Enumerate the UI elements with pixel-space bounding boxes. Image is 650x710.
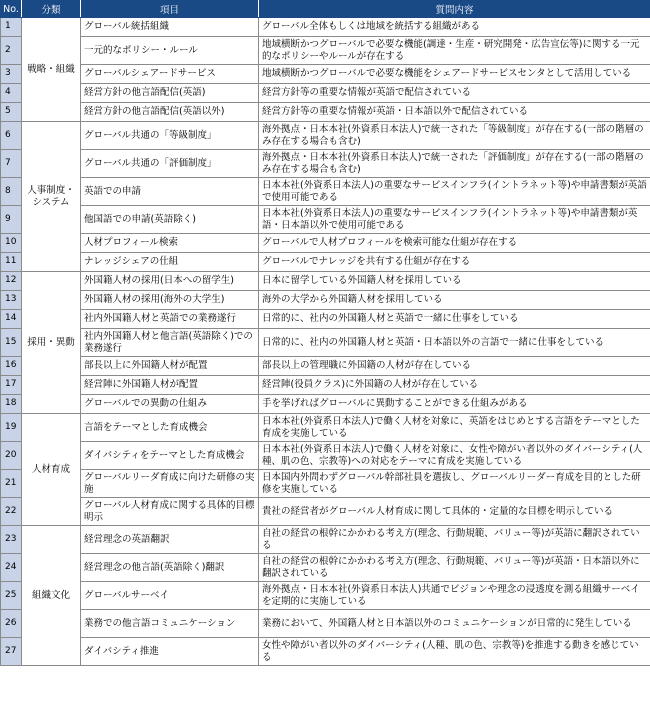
item-cell: 経営理念の他言語(英語除く)翻訳: [81, 554, 259, 582]
table-row: [1, 18, 650, 37]
row-number: 11: [1, 253, 22, 272]
question-content-cell: 日本本社(外資系日本法人)の重要なサービスインフラ(イントラネット等)や申請書類が英語・日本語以外で使用可能である: [259, 206, 650, 234]
table-row: [1, 272, 650, 291]
category-cell: 戦略・組織: [22, 18, 81, 122]
item-cell: 社内外国籍人材と他言語(英語除く)での業務遂行: [81, 329, 259, 357]
question-content-cell: 日本本社(外資系日本法人)の重要なサービスインフラ(イントラネット等)や申請書類が英語で使用可能である: [259, 178, 650, 206]
table-row: [1, 357, 650, 376]
row-number: 17: [1, 376, 22, 395]
header-row: [1, 1, 650, 18]
row-number: 22: [1, 498, 22, 526]
table-row: [1, 178, 650, 206]
question-content-cell: 部長以上の管理職に外国籍の人材が存在している: [259, 357, 650, 376]
question-content-cell: 海外拠点・日本本社(外資系日本法人)で統一された「評価制度」が存在する(一部の階層のみ存在する場合も含む): [259, 150, 650, 178]
item-cell: 部長以上に外国籍人材が配置: [81, 357, 259, 376]
header-category: 分類: [22, 1, 81, 18]
question-content-cell: グローバルでナレッジを共有する仕組が存在する: [259, 253, 650, 272]
question-content-cell: 日常的に、社内の外国籍人材と英語で一緒に仕事をしている: [259, 310, 650, 329]
table-row: [1, 414, 650, 442]
question-content-cell: 貴社の経営者がグローバル人材育成に関して具体的・定量的な目標を明示している: [259, 498, 650, 526]
question-content-cell: 女性や障がい者以外のダイバーシティ(人種、肌の色、宗教等)を推進する動きを感じている: [259, 638, 650, 666]
header-content: 質問内容: [259, 1, 650, 18]
row-number: 24: [1, 554, 22, 582]
table-row: [1, 206, 650, 234]
row-number: 12: [1, 272, 22, 291]
header-item: 項目: [81, 1, 259, 18]
item-cell: ダイバシティ推進: [81, 638, 259, 666]
table-row: [1, 150, 650, 178]
table-row: [1, 122, 650, 150]
row-number: 20: [1, 442, 22, 470]
table-row: [1, 395, 650, 414]
row-number: 14: [1, 310, 22, 329]
category-cell: 組織文化: [22, 526, 81, 666]
item-cell: 英語での申請: [81, 178, 259, 206]
table-row: [1, 610, 650, 638]
row-number: 9: [1, 206, 22, 234]
question-content-cell: 日本本社(外資系日本法人)で働く人材を対象に、英語をはじめとする言語をテーマとした育成を実施している: [259, 414, 650, 442]
item-cell: 社内外国籍人材と英語での業務遂行: [81, 310, 259, 329]
row-number: 16: [1, 357, 22, 376]
row-number: 2: [1, 37, 22, 65]
item-cell: 外国籍人材の採用(海外の大学生): [81, 291, 259, 310]
item-cell: 他国語での申請(英語除く): [81, 206, 259, 234]
table-row: [1, 554, 650, 582]
question-content-cell: 自社の経営の根幹にかかわる考え方(理念、行動規範、バリュー等)が英語に翻訳されている: [259, 526, 650, 554]
item-cell: グローバル統括組織: [81, 18, 259, 37]
row-number: 8: [1, 178, 22, 206]
row-number: 26: [1, 610, 22, 638]
item-cell: グローバル共通の「等級制度」: [81, 122, 259, 150]
item-cell: ナレッジシェアの仕組: [81, 253, 259, 272]
item-cell: 経営理念の英語翻訳: [81, 526, 259, 554]
table-row: [1, 234, 650, 253]
item-cell: 経営陣に外国籍人材が配置: [81, 376, 259, 395]
category-cell: 人事制度・システム: [22, 122, 81, 272]
question-content-cell: 日本国内外問わずグローバル幹部社員を選抜し、グローバルリーダー育成を目的とした研修を実施している: [259, 470, 650, 498]
row-number: 15: [1, 329, 22, 357]
table-row: [1, 376, 650, 395]
table-row: [1, 253, 650, 272]
row-number: 18: [1, 395, 22, 414]
question-content-cell: 海外拠点・日本本社(外資系日本法人)共通でビジョンや理念の浸透度を測る組織サーベイを定期的に実施している: [259, 582, 650, 610]
item-cell: 人材プロフィール検索: [81, 234, 259, 253]
row-number: 4: [1, 84, 22, 103]
category-cell: 採用・異動: [22, 272, 81, 414]
row-number: 5: [1, 103, 22, 122]
row-number: 3: [1, 65, 22, 84]
item-cell: グローバルリーダ育成に向けた研修の実施: [81, 470, 259, 498]
row-number: 1: [1, 18, 22, 37]
header-no: No.: [1, 1, 22, 18]
item-cell: 外国籍人材の採用(日本への留学生): [81, 272, 259, 291]
table-row: [1, 103, 650, 122]
row-number: 21: [1, 470, 22, 498]
table-row: [1, 37, 650, 65]
question-content-cell: 海外の大学から外国籍人材を採用している: [259, 291, 650, 310]
category-cell: 人材育成: [22, 414, 81, 526]
question-content-cell: 手を挙げればグローバルに異動することができる仕組みがある: [259, 395, 650, 414]
question-content-cell: 業務において、外国籍人材と日本語以外のコミュニケーションが日常的に発生している: [259, 610, 650, 638]
item-cell: グローバル人材育成に関する具体的目標明示: [81, 498, 259, 526]
question-content-cell: 日本本社(外資系日本法人)で働く人材を対象に、女性や障がい者以外のダイバーシティ(人種、肌の色、宗教等)への対応をテーマに育成を実施している: [259, 442, 650, 470]
item-cell: ダイバシティをテーマとした育成機会: [81, 442, 259, 470]
question-content-cell: グローバル全体もしくは地域を統括する組織がある: [259, 18, 650, 37]
row-number: 7: [1, 150, 22, 178]
table-body: [1, 18, 650, 666]
question-content-cell: 地域横断かつグローバルで必要な機能をシェアードサービスセンタとして活用している: [259, 65, 650, 84]
table-row: [1, 329, 650, 357]
table-row: [1, 310, 650, 329]
row-number: 23: [1, 526, 22, 554]
row-number: 13: [1, 291, 22, 310]
table-row: [1, 638, 650, 666]
item-cell: 経営方針の他言語配信(英語以外): [81, 103, 259, 122]
table-row: [1, 65, 650, 84]
question-content-cell: 経営陣(役員クラス)に外国籍の人材が存在している: [259, 376, 650, 395]
item-cell: グローバルでの異動の仕組み: [81, 395, 259, 414]
table-row: [1, 84, 650, 103]
table-row: [1, 582, 650, 610]
item-cell: 一元的なポリシー・ルール: [81, 37, 259, 65]
item-cell: グローバルサーベイ: [81, 582, 259, 610]
question-content-cell: 地域横断かつグローバルで必要な機能(調達・生産・研究開発・広告宣伝等)に関する一元的なポリシーやルールが存在する: [259, 37, 650, 65]
question-content-cell: 海外拠点・日本本社(外資系日本法人)で統一された「等級制度」が存在する(一部の階層のみ存在する場合も含む): [259, 122, 650, 150]
question-content-cell: 経営方針等の重要な情報が英語で配信されている: [259, 84, 650, 103]
item-cell: グローバルシェアードサービス: [81, 65, 259, 84]
question-content-cell: グローバルで人材プロフィールを検索可能な仕組が存在する: [259, 234, 650, 253]
table-row: [1, 526, 650, 554]
row-number: 10: [1, 234, 22, 253]
question-content-cell: 経営方針等の重要な情報が英語・日本語以外で配信されている: [259, 103, 650, 122]
row-number: 25: [1, 582, 22, 610]
row-number: 6: [1, 122, 22, 150]
table-row: [1, 470, 650, 498]
question-content-cell: 日本に留学している外国籍人材を採用している: [259, 272, 650, 291]
table-row: [1, 442, 650, 470]
item-cell: グローバル共通の「評価制度」: [81, 150, 259, 178]
question-content-cell: 自社の経営の根幹にかかわる考え方(理念、行動規範、バリュー等)が英語・日本語以外に翻訳されている: [259, 554, 650, 582]
item-cell: 経営方針の他言語配信(英語): [81, 84, 259, 103]
row-number: 19: [1, 414, 22, 442]
table-row: [1, 498, 650, 526]
table-row: [1, 291, 650, 310]
item-cell: 言語をテーマとした育成機会: [81, 414, 259, 442]
question-content-cell: 日常的に、社内の外国籍人材と英語・日本語以外の言語で一緒に仕事をしている: [259, 329, 650, 357]
item-cell: 業務での他言語コミュニケーション: [81, 610, 259, 638]
row-number: 27: [1, 638, 22, 666]
